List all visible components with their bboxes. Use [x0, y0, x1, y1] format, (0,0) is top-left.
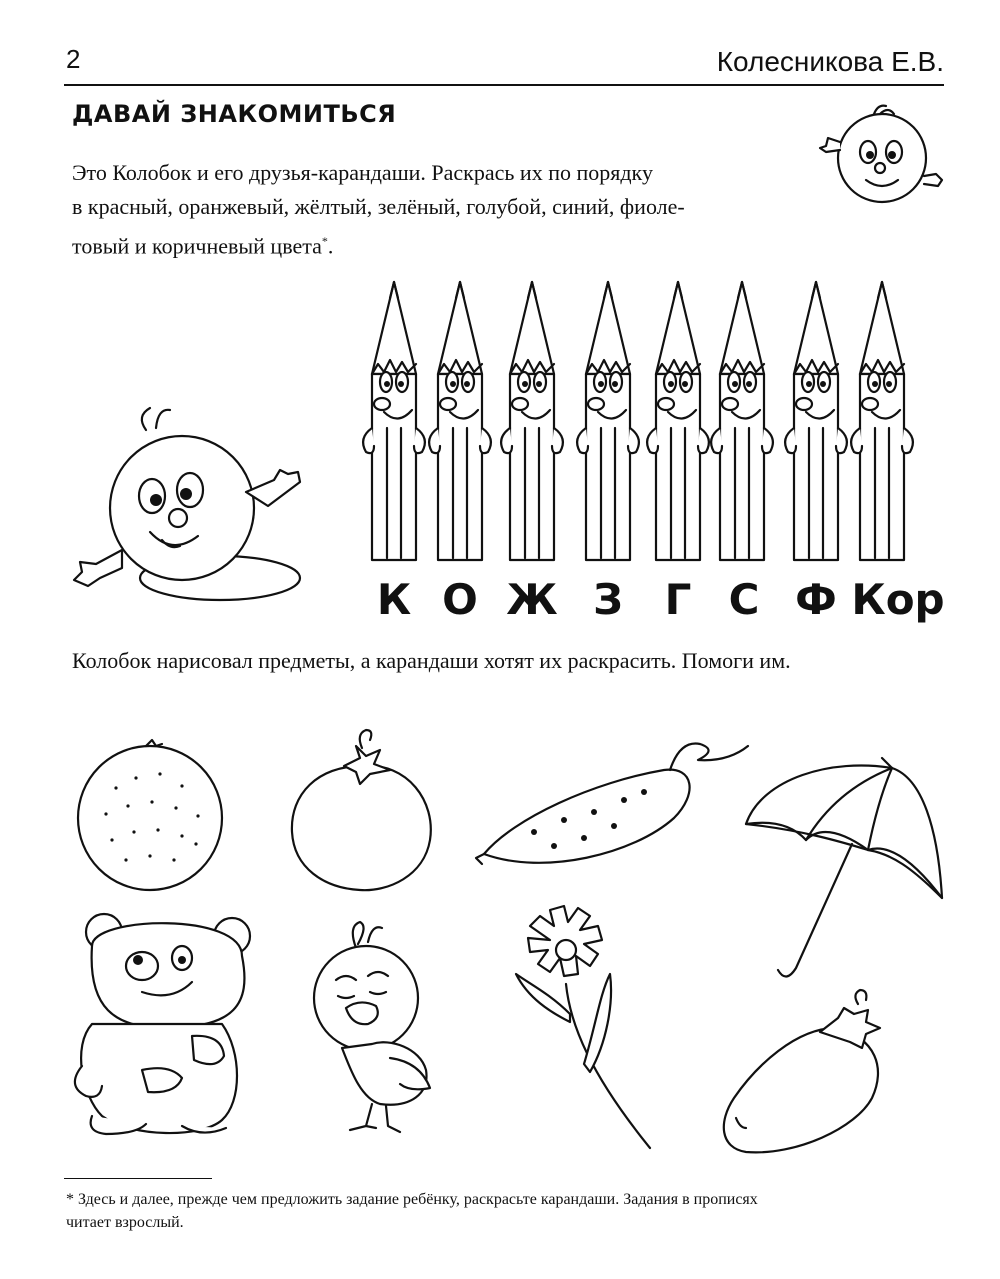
pencil-letter-2: О [442, 575, 478, 624]
tomato-picture [288, 722, 438, 892]
footnote-line-1 [66, 1188, 946, 1211]
eggplant-picture [716, 988, 906, 1158]
footnote-mark: * [66, 1191, 74, 1208]
bear-picture [72, 906, 262, 1146]
author-name: Колесникова Е.В. [716, 46, 944, 77]
footnote-rule [64, 1178, 212, 1179]
pencil-letter-7: Ф [795, 575, 837, 624]
page-title: ДАВАЙ ЗНАКОМИТЬСЯ [72, 100, 397, 128]
cucumber-picture [474, 722, 764, 882]
coloring-instruction: Колобок нарисовал предметы, а карандаши хотят их раскрасить. Помоги им. [72, 648, 791, 673]
intro-line-3-text: товый и коричневый цвета [72, 233, 322, 259]
umbrella-picture [742, 758, 952, 988]
pencil-letter-1: К [376, 575, 412, 624]
pencil-letter-6: С [728, 575, 760, 624]
header-rule [64, 84, 944, 86]
intro-line-3-end: . [327, 233, 334, 259]
intro-line-1: Это Колобок и его друзья-карандаши. Раскрась их по порядку [72, 160, 653, 185]
pencil-8 [851, 282, 913, 560]
pencil-2 [429, 282, 491, 560]
footnote-line-2: читает взрослый. [66, 1214, 184, 1231]
chick-picture [310, 918, 440, 1138]
intro-line-2: в красный, оранжевый, жёлтый, зелёный, голубой, синий, фиоле- [72, 194, 685, 219]
intro-paragraph [72, 156, 812, 263]
intro-line-3 [72, 224, 812, 263]
footnote [66, 1188, 946, 1234]
orange-picture [76, 728, 226, 898]
pencil-letter-3: Ж [506, 575, 558, 624]
pencil-5 [647, 282, 709, 560]
cornflower-picture [510, 904, 660, 1154]
pencil-letter-4: З [593, 575, 623, 624]
footnote-reference: * [321, 234, 328, 248]
pencil-6 [711, 282, 773, 560]
kolobok-small-illustration [822, 102, 952, 212]
pencil-7 [785, 282, 847, 560]
footnote-line-1-text: Здесь и далее, прежде чем предложить задание ребёнку, раскрасьте карандаши. Задания в прописях [78, 1191, 758, 1208]
pencil-letter-8: Кор [851, 575, 945, 624]
kolobok-large-illustration [70, 400, 310, 605]
pencil-letters [340, 570, 950, 630]
pencil-4 [577, 282, 639, 560]
page-number: 2 [66, 44, 81, 74]
pencils-illustration [340, 278, 940, 568]
pencil-letter-5: Г [664, 575, 692, 624]
pencil-3 [501, 282, 563, 560]
pencil-1 [363, 282, 425, 560]
